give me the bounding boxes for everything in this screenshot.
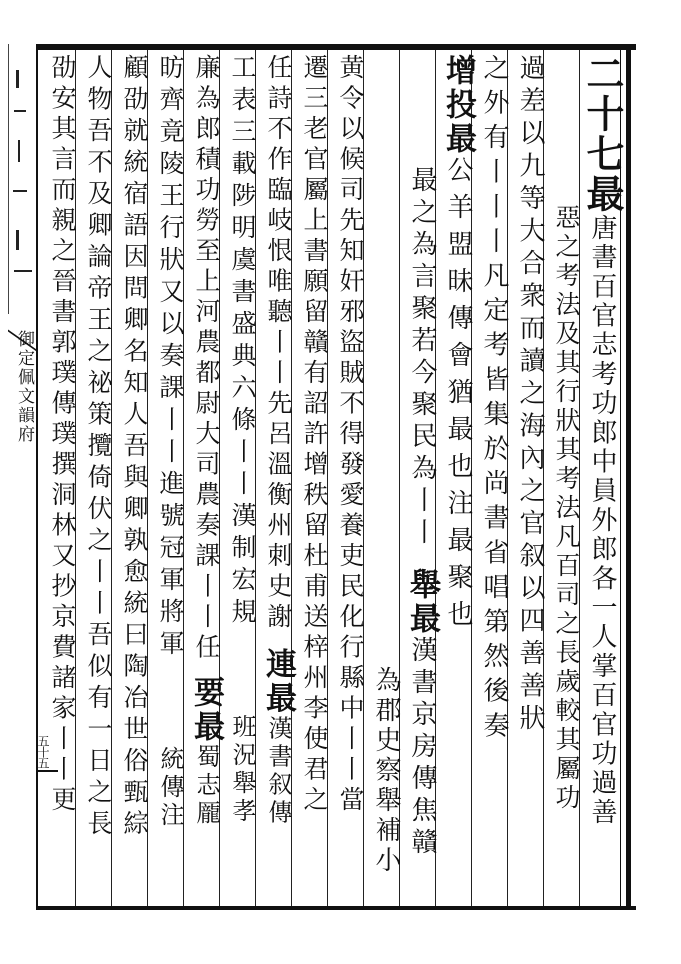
entry-heading: 連最 <box>260 647 296 716</box>
column-text: 漢書京房傳焦贛 <box>407 636 437 860</box>
text-column-12 <box>186 54 226 904</box>
text-column-5 <box>438 54 478 904</box>
column-text: 唐書百官志考功郎中員外郎各一人掌百官功過善 <box>587 214 617 828</box>
column-text: 顧劭就統宿語因問卿名知人吾與卿孰愈統曰陶冶世俗甄綜 <box>120 54 149 842</box>
text-column-3 <box>510 54 550 904</box>
gutter-edge-rule <box>8 44 9 314</box>
column-text: 漢書叙傳 <box>264 715 292 828</box>
column-text: 任詩不作臨岐恨唯聽丨丨先呂溫衡州刺史謝 <box>264 54 293 634</box>
column-text: 工表三載陟明虞書盛典六條丨丨漢制宏規 <box>228 54 257 630</box>
column-text: 劭安其言而親之晉書郭璞傳璞撰洞林又抄京費諸家丨丨更 <box>48 54 77 817</box>
text-column-6 <box>402 54 442 904</box>
column-text: 黄令以候司先知奸邪盜賊不得發愛養吏民化行縣中丨丨當 <box>336 54 365 817</box>
entry-heading: 二十七最 <box>580 54 625 214</box>
column-text: 遷三老官屬上書願留贛有詔許增秩留杜甫送梓州李使君之 <box>300 54 329 817</box>
entry-heading: 舉最 <box>404 568 440 636</box>
column-text: 公羊盟昧傳會猶最也注最聚也 <box>443 156 473 637</box>
text-column-15 <box>78 54 118 904</box>
text-column-14 <box>114 54 154 904</box>
column-text: 為郡史察舉補小 <box>371 666 401 876</box>
text-column-13 <box>150 54 190 904</box>
column-text: 統傳注 <box>156 746 184 830</box>
entry-heading: 要最 <box>188 676 224 744</box>
text-column-7 <box>366 54 406 904</box>
entry-heading: 增投最 <box>440 54 476 156</box>
frame-bottom-border <box>36 906 636 910</box>
text-column-2 <box>546 54 586 904</box>
text-column-9 <box>294 54 334 904</box>
column-text: 過差以九等大合衆而讀之海內之官叙以四善善狀 <box>515 54 545 737</box>
column-text: 昉齊竟陵王行狀又以奏課丨丨進號冠軍將軍 <box>156 54 185 662</box>
frame-right-border <box>626 44 631 910</box>
text-column-4 <box>474 54 514 904</box>
text-column-10 <box>258 54 298 904</box>
text-column-8 <box>330 54 370 904</box>
column-text: 蜀志龎 <box>192 744 220 828</box>
column-text: 人物吾不及卿論帝王之祕策攬倚伏之丨丨吾似有一日之長 <box>84 54 113 842</box>
book-title: 御定佩文韻府 <box>14 330 34 444</box>
column-text: 之外有丨丨丨凡定考皆集於尚書省唱第然後奏 <box>479 54 509 746</box>
gutter-residue <box>12 70 36 300</box>
text-column-16 <box>42 54 82 904</box>
column-text: 班況舉孝 <box>228 714 256 826</box>
column-text: 惡之考法及其行狀其考法凡百司之長歲較其屬功 <box>552 204 581 813</box>
text-column-11 <box>222 54 262 904</box>
leaf-number: 五十五 <box>36 735 50 768</box>
column-text: 廉為郎積功勞至上河農都尉大司農奏課丨丨任 <box>192 54 221 664</box>
text-column-1 <box>580 54 625 904</box>
frame-top-border <box>36 44 636 50</box>
column-text: 最之為言聚若今聚民為丨丨 <box>407 166 437 550</box>
gutter-rule <box>36 44 38 910</box>
